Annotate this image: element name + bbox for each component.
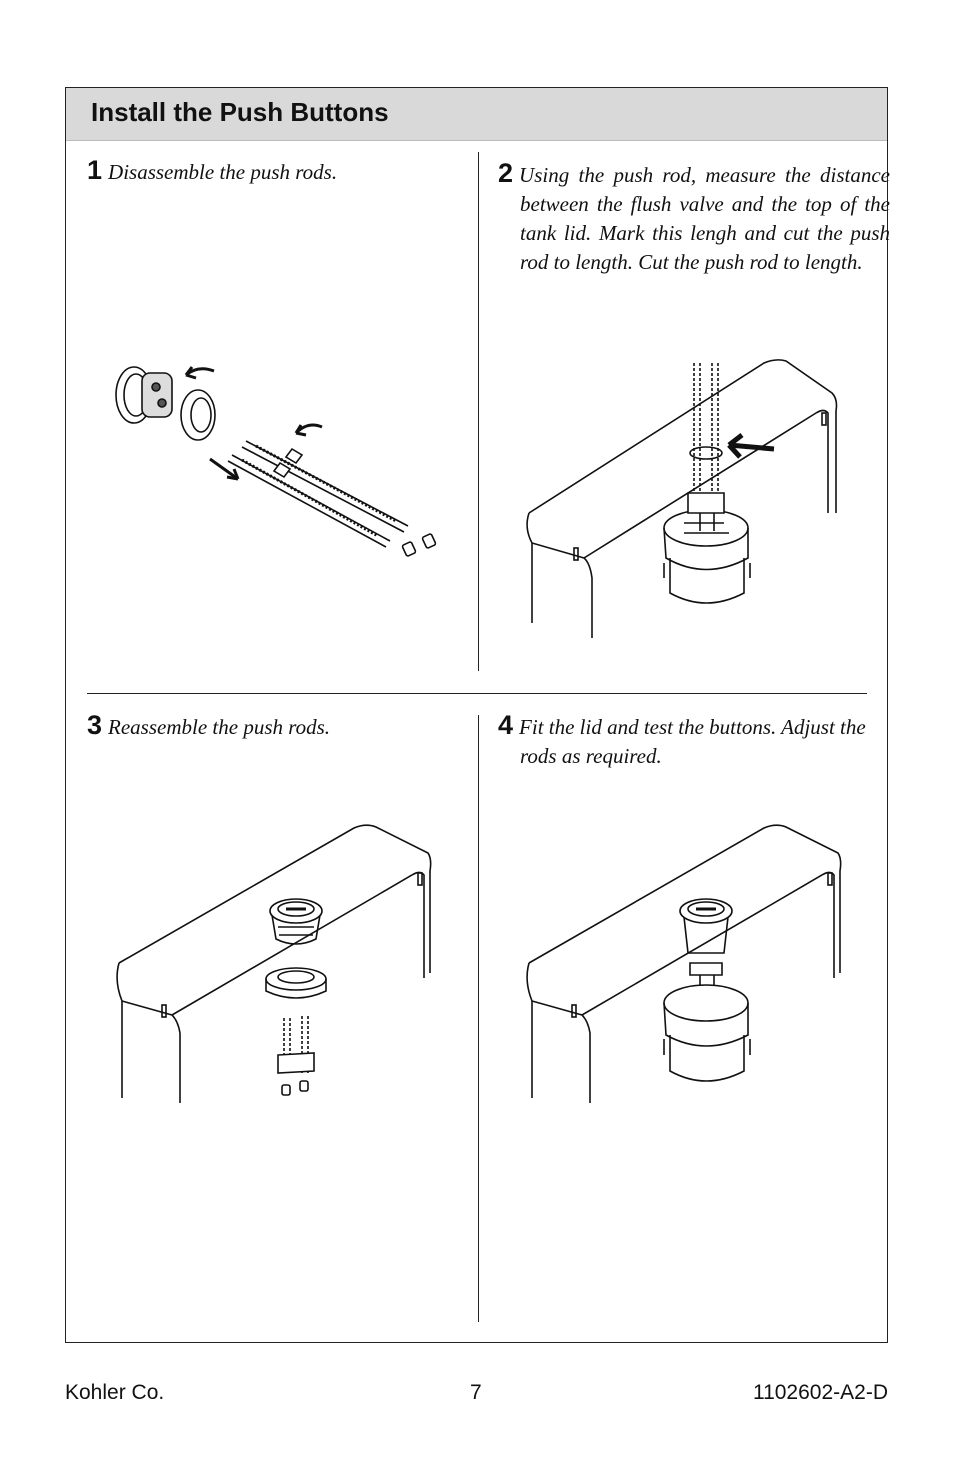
step-3 bbox=[87, 711, 457, 742]
row-divider bbox=[87, 693, 867, 694]
step-3-text: Reassemble the push rods. bbox=[108, 715, 331, 739]
step-2-number: 2 bbox=[498, 158, 514, 188]
column-divider-bottom bbox=[478, 715, 479, 1322]
step-3-number: 3 bbox=[87, 710, 103, 740]
footer-page-number: 7 bbox=[470, 1381, 482, 1404]
footer-company: Kohler Co. bbox=[65, 1381, 165, 1404]
column-divider-top bbox=[478, 152, 479, 671]
section-title: Install the Push Buttons bbox=[91, 97, 389, 127]
step-4 bbox=[498, 711, 890, 771]
footer-document-number: 1102602-A2-D bbox=[752, 1381, 888, 1404]
step-1 bbox=[87, 156, 457, 187]
fit-lid-illustration bbox=[524, 823, 844, 1113]
disassemble-push-rods-illustration bbox=[106, 353, 446, 573]
step-1-number: 1 bbox=[87, 155, 103, 185]
measure-push-rod-illustration bbox=[524, 353, 854, 643]
step-2 bbox=[498, 159, 890, 277]
reassemble-push-rods-illustration bbox=[114, 823, 434, 1113]
step-4-text: Fit the lid and test the buttons. Adjust the rods as required. bbox=[519, 715, 866, 768]
step-2-text: Using the push rod, measure the distance between the flush valve and the top of the tank lid. Mark this lengh and cut the push rod to length. Cut the push rod to length. bbox=[519, 163, 890, 274]
section-header bbox=[66, 88, 887, 141]
instruction-panel bbox=[65, 87, 888, 1343]
step-4-number: 4 bbox=[498, 710, 514, 740]
step-1-text: Disassemble the push rods. bbox=[108, 160, 338, 184]
